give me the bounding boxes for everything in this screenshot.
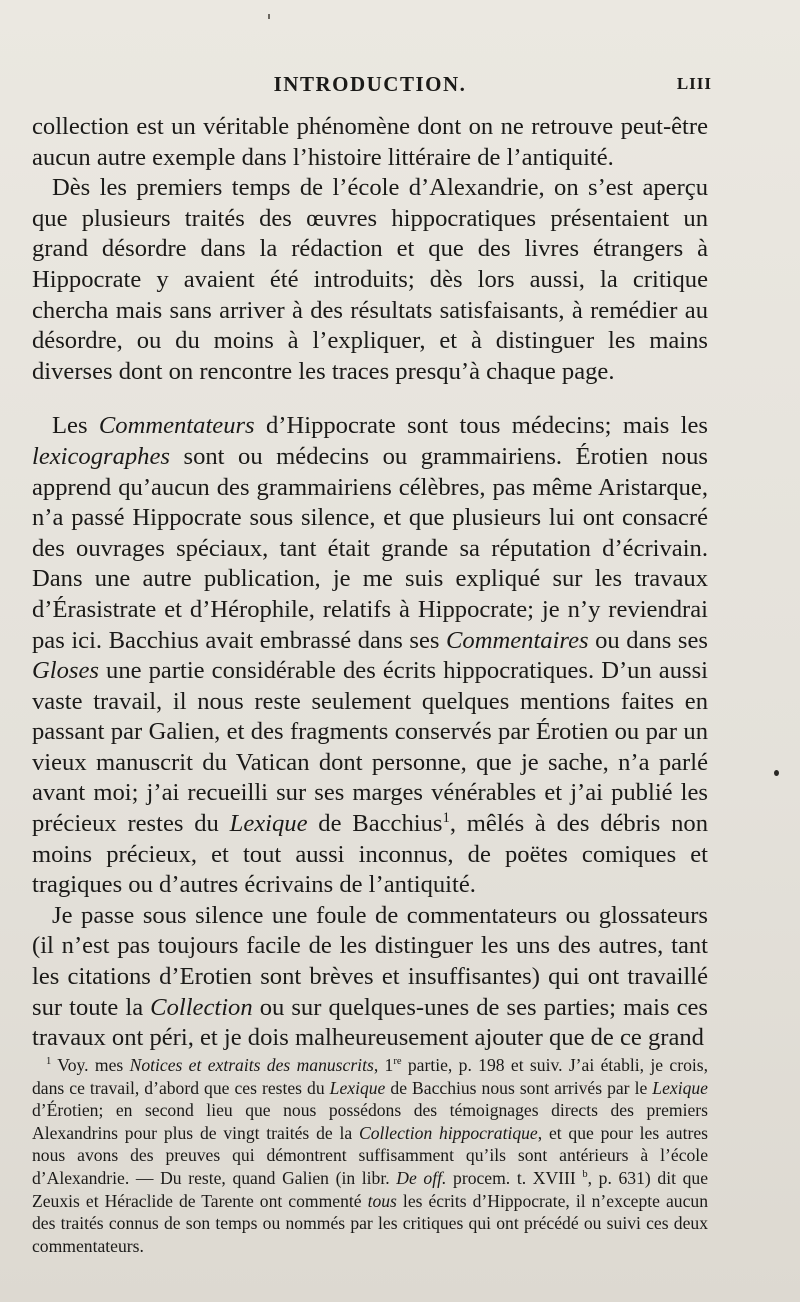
- italic-term: De off.: [396, 1167, 447, 1188]
- italic-term: Commentaires: [446, 626, 589, 654]
- paragraph-alexandria: Dès les premiers temps de l’école d’Alexandrie, on s’est aperçu que plusieurs traités des œuvres hippocratiques présentaient un grand désordre dans la rédaction et que des livres étrangers à Hippocrate y avaient été introduits; dès lors aussi, la critique chercha mais sans arriver à des résultats satisfaisants, à remédier au désordre, ou du moins à l’expliquer, et à distinguer les mains diverses dont on rencontre les traces presqu’à chaque page.: [32, 174, 708, 385]
- italic-term: Lexique: [229, 810, 308, 838]
- paragraph-continuation: collection est un véritable phénomène dont on ne retrouve peut-être aucun autre exemple dans l’histoire littéraire de l’antiquité.: [32, 113, 708, 171]
- italic-term: Collection hippocratique: [358, 1122, 538, 1143]
- page-number: LIII: [676, 74, 712, 93]
- printing-mark: [268, 14, 270, 19]
- text-run: d’Érotien; en second lieu que nous possédons des témoignages directs des premiers Alexandrins pour plus de vingt traités de la: [32, 1100, 708, 1143]
- paragraph-commentators: [32, 411, 708, 901]
- text-run: partie, p. 198 et suiv. J’ai établi, je crois, dans ce travail, d’abord que ces restes du: [32, 1055, 708, 1098]
- italic-term: Collection: [150, 993, 253, 1021]
- footnote-reference: 1: [442, 809, 450, 826]
- italic-term: Gloses: [32, 657, 99, 685]
- text-run: Je passe sous silence une foule de commentateurs ou glossateurs (il n’est pas toujours facile de les distinguer les uns des autres, tant les citations d’Erotien sont brèves et insuffisantes) qui ont travaillé sur toute la: [32, 901, 708, 1021]
- text-run: de Bacchius: [307, 810, 443, 838]
- text-run: de Bacchius nous sont arrivés par le: [385, 1077, 653, 1098]
- footnote-section: [32, 1054, 708, 1257]
- superscript: re: [393, 1056, 402, 1068]
- text-run: Les: [52, 412, 99, 440]
- page-header: [32, 72, 712, 102]
- italic-term: lexicographes: [32, 442, 170, 470]
- superscript: b: [582, 1169, 588, 1181]
- footnote-marker: 1: [46, 1056, 52, 1068]
- text-run: procem. t. XVIII: [446, 1167, 583, 1188]
- main-text: [32, 112, 708, 1054]
- text-run: Voy. mes: [51, 1055, 130, 1075]
- text-run: , et que pour les autres nous avons des preuves qui démontrent suffisamment qu’ils sont antérieurs à l’école d’Alexandrie. — Du reste, quand Galien (in libr.: [32, 1122, 708, 1188]
- italic-term: Lexique: [329, 1077, 386, 1098]
- italic-term: Lexique: [652, 1077, 708, 1098]
- italic-term: Notices et extraits des manuscrits: [129, 1055, 374, 1075]
- text-run: , p. 631) dit que Zeuxis et Héraclide de Tarente ont commenté: [32, 1167, 709, 1211]
- text-run: une partie considérable des écrits hippocratiques. D’un aussi vaste travail, il nous reste seulement quelques mentions faites en passant par Galien, et des fragments conservés par Érotien ou par un vieux manuscrit du Vatican dont personne, que je sache, n’a parlé avant moi; j’ai recueilli sur ses marges vénérables et j’ai publié les précieux restes du: [32, 657, 708, 838]
- text-run: les écrits d’Hippocrate, il n’excepte aucun des traités connus de son temps ou nommés par les critiques qui ont précédé ou suivi ces deux commentateurs.: [32, 1190, 709, 1256]
- text-run: d’Hippocrate sont tous médecins; mais les: [254, 412, 708, 440]
- footnote-1: [32, 1054, 708, 1257]
- text-run: , mêlés à des débris non moins précieux, et tout aussi inconnus, de poëtes comiques et tragiques ou d’autres écrivains de l’antiquité.: [32, 810, 708, 899]
- italic-term: Commentateurs: [98, 412, 255, 440]
- paragraph-glossators: [32, 901, 708, 1054]
- ink-spot: [774, 770, 779, 776]
- text-run: ou sur quelques-unes de ses parties; mais ces travaux ont péri, et je dois malheureusement ajouter que de ce grand: [32, 993, 708, 1052]
- italic-term: tous: [367, 1190, 397, 1211]
- text-run: ou dans ses: [588, 626, 708, 654]
- text-run: sont ou médecins ou grammairiens. Érotien nous apprend qu’aucun des grammairiens célèbres, pas même Aristarque, n’a passé Hippocrate sous silence, et que plusieurs lui ont consacré des ouvrages spéciaux, tant était grande sa réputation d’écrivain. Dans une autre publication, je me suis expliqué sur les travaux d’Érasistrate et d’Hérophile, relatifs à Hippocrate; je n’y reviendrai pas ici. Bacchius avait embrassé dans ses: [32, 442, 708, 654]
- text-run: , 1: [373, 1055, 394, 1075]
- running-title: INTRODUCTION.: [273, 72, 467, 96]
